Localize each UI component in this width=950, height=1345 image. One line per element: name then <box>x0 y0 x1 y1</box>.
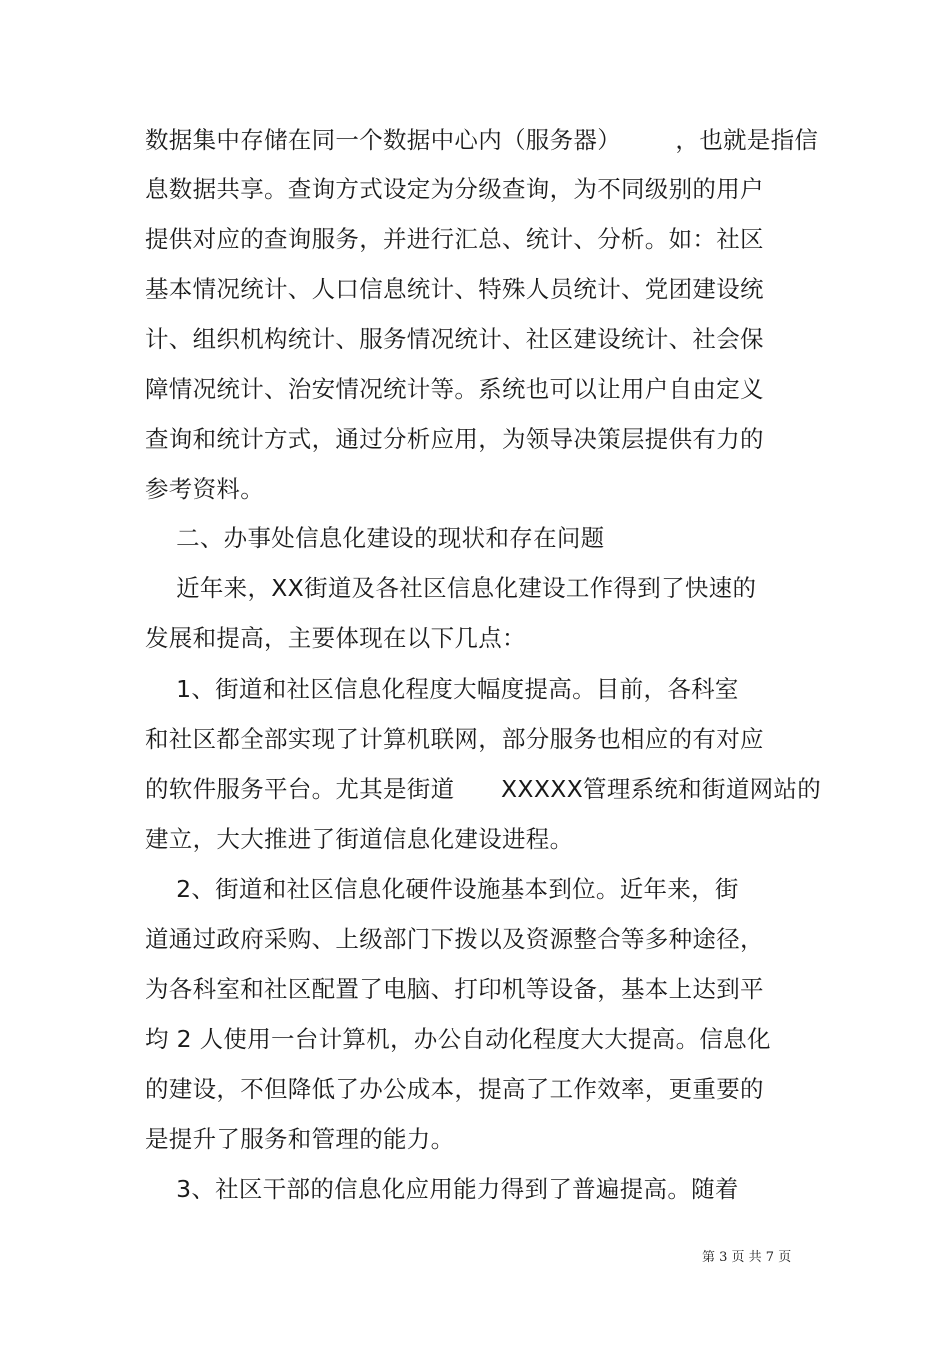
text-line: 查询和统计方式，通过分析应用，为领导决策层提供有力的 <box>145 425 764 453</box>
text-line: 和社区都全部实现了计算机联网，部分服务也相应的有对应 <box>145 725 764 753</box>
section-heading: 二、办事处信息化建设的现状和存在问题 <box>145 524 605 552</box>
text-line: 息数据共享。查询方式设定为分级查询，为不同级别的用户 <box>145 175 764 203</box>
text-line: 为各科室和社区配置了电脑、打印机等设备，基本上达到平 <box>145 975 764 1003</box>
text-line: 2、街道和社区信息化硬件设施基本到位。近年来，街 <box>145 875 739 903</box>
text-line: 均 2 人使用一台计算机，办公自动化程度大大提高。信息化 <box>145 1025 771 1053</box>
text-line: 计、组织机构统计、服务情况统计、社区建设统计、社会保 <box>145 325 764 353</box>
text-line: 道通过政府采购、上级部门下拨以及资源整合等多种途径， <box>145 925 764 953</box>
page-number: 第 3 页 共 7 页 <box>702 1250 792 1265</box>
text-line: 基本情况统计、人口信息统计、特殊人员统计、党团建设统 <box>145 275 764 303</box>
text-line: 1、街道和社区信息化程度大幅度提高。目前，各科室 <box>145 675 739 703</box>
text-line: 建立，大大推进了街道信息化建设进程。 <box>145 825 574 853</box>
text-line: 提供对应的查询服务，并进行汇总、统计、分析。如：社区 <box>145 225 764 253</box>
text-line: 数据集中存储在同一个数据中心内（服务器） ，也就是指信 <box>145 126 819 154</box>
text-line: 近年来，XX街道及各社区信息化建设工作得到了快速的 <box>145 574 757 602</box>
text-line: 3、社区干部的信息化应用能力得到了普遍提高。随着 <box>145 1175 739 1203</box>
text-line: 的建设，不但降低了办公成本，提高了工作效率，更重要的 <box>145 1075 764 1103</box>
text-line: 参考资料。 <box>145 475 264 503</box>
text-line: 障情况统计、治安情况统计等。系统也可以让用户自由定义 <box>145 375 764 403</box>
text-line: 发展和提高，主要体现在以下几点： <box>145 624 526 652</box>
text-line: 是提升了服务和管理的能力。 <box>145 1125 455 1153</box>
text-line: 的软件服务平台。尤其是街道 XXXXX管理系统和街道网站的 <box>145 775 822 803</box>
